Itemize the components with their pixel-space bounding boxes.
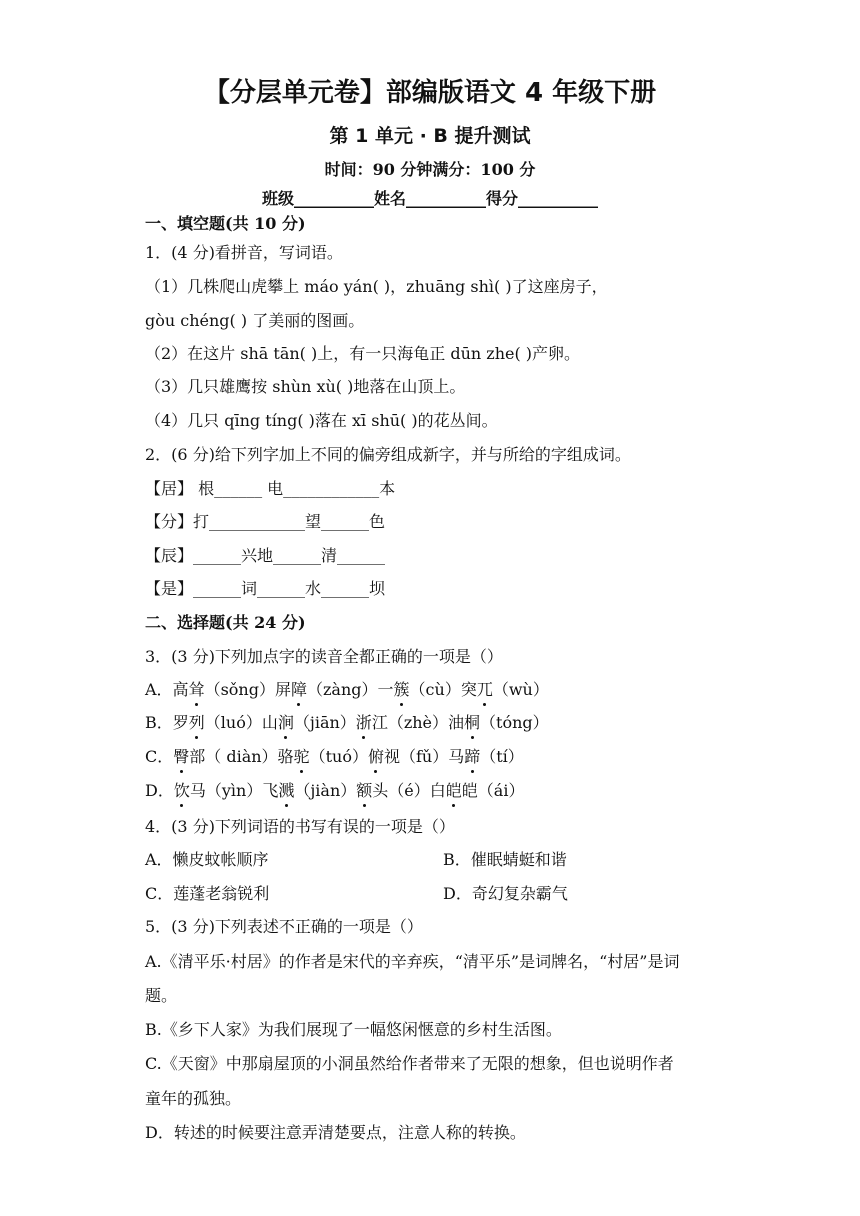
q2-line-3: 【辰】______兴地______清______ [145, 546, 386, 565]
exam-subtitle: 第 1 单元 · B 提升测试 [329, 125, 531, 147]
dotted-char: 蹄 [464, 747, 481, 766]
q1-stem: 1．(4 分)看拼音，写词语。 [145, 243, 343, 262]
q5-option-c-line-2: 童年的孤独。 [145, 1089, 242, 1108]
q5-stem: 5．(3 分)下列表述不正确的一项是（） [145, 917, 423, 936]
section-2-heading: 二、选择题(共 24 分) [145, 613, 306, 632]
dotted-char: 障 [290, 680, 307, 699]
q1-line-5: （4）几只 qīng tíng( )落在 xī shū( )的花丛间。 [145, 411, 498, 430]
dotted-char: 兀 [476, 680, 493, 699]
q3-option-a: A．高耸（sǒng）屏障（zàng）一簇（cù）突兀（wù） [145, 680, 549, 699]
dotted-char: 溅 [278, 781, 295, 800]
student-info-line: 班级__________姓名__________得分__________ [261, 189, 598, 208]
q3-option-c: C．臀部（ diàn）骆驼（tuó）俯视（fǔ）马蹄（tí） [145, 747, 524, 766]
dotted-char: 浙 [355, 713, 372, 732]
q4-option-a: A．懒皮蚊帐顺序 [145, 850, 269, 869]
q4-option-b: B．催眠蜻蜓和谐 [443, 850, 567, 869]
q1-line-4: （3）几只雄鹰按 shùn xù( )地落在山顶上。 [145, 377, 466, 396]
dotted-char: 桐 [464, 713, 481, 732]
dotted-char: 驼 [293, 747, 310, 766]
q1-line-1: （1）几株爬山虎攀上 máo yán( )，zhuāng shì( )了这座房子， [145, 277, 608, 296]
dotted-char: 俯 [367, 747, 384, 766]
q2-line-4: 【是】______词______水______坝 [145, 579, 386, 598]
q5-option-d: D．转述的时候要注意弄清楚要点，注意人称的转换。 [145, 1123, 526, 1142]
dotted-char: 皑 [445, 781, 462, 800]
dotted-char: 臀 [173, 747, 190, 766]
q2-stem: 2．(6 分)给下列字加上不同的偏旁组成新字，并与所给的字组成词。 [145, 445, 631, 464]
q4-option-c: C．莲蓬老翁锐利 [145, 884, 270, 903]
q3-stem: 3．(3 分)下列加点字的读音全都正确的一项是（） [145, 647, 503, 666]
section-1-heading: 一、填空题(共 10 分) [145, 214, 306, 233]
dotted-char: 额 [356, 781, 373, 800]
q4-option-d: D．奇幻复杂霸气 [443, 884, 568, 903]
dotted-char: 簇 [393, 680, 410, 699]
q1-line-3: （2）在这片 shā tān( )上，有一只海龟正 dūn zhe( )产卵。 [145, 344, 581, 363]
q5-option-a-line-2: 题。 [145, 986, 178, 1005]
q4-stem: 4．(3 分)下列词语的书写有误的一项是（） [145, 817, 455, 836]
q5-option-a-line-1: A.《清平乐·村居》的作者是宋代的辛弃疾，“清平乐”是词牌名，“村居”是词 [145, 952, 680, 971]
q5-option-b: B.《乡下人家》为我们展现了一幅悠闲惬意的乡村生活图。 [145, 1020, 562, 1039]
dotted-char: 涧 [277, 713, 294, 732]
q2-line-2: 【分】打____________望______色 [145, 512, 386, 531]
q3-option-d: D．饮马（yìn）飞溅（jiàn）额头（é）白皑皑（ái） [145, 781, 525, 800]
exam-title: 【分层单元卷】部编版语文 4 年级下册 [203, 78, 657, 108]
dotted-char: 饮 [173, 781, 190, 800]
dotted-char: 列 [188, 713, 205, 732]
q3-option-b: B．罗列（luó）山涧（jiān）浙江（zhè）油桐（tóng） [145, 713, 549, 732]
q2-line-1: 【居】 根______ 电____________本 [145, 479, 396, 498]
q1-line-2: gòu chéng( ) 了美丽的图画。 [145, 311, 365, 330]
time-score-line: 时间：90 分钟满分：100 分 [324, 160, 536, 179]
dotted-char: 耸 [188, 680, 205, 699]
q5-option-c-line-1: C.《天窗》中那扇屋顶的小洞虽然给作者带来了无限的想象，但也说明作者 [145, 1054, 674, 1073]
